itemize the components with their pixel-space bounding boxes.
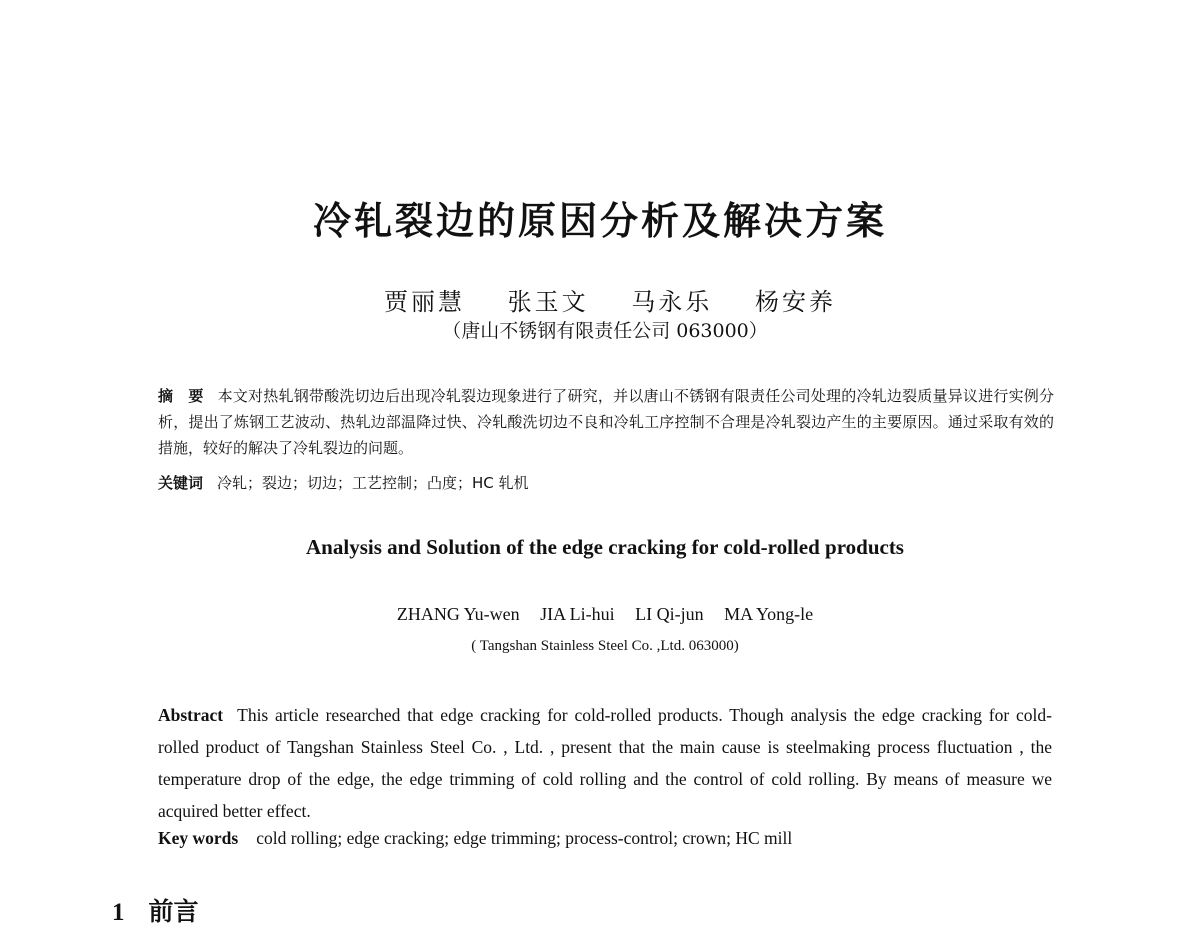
author-name: LI Qi-jun [635,604,704,624]
author-name: MA Yong-le [724,604,814,624]
affiliation-chinese: （唐山不锈钢有限责任公司 063000） [442,320,768,342]
author-name: 贾丽慧 [384,288,466,316]
keywords-label-chinese: 关键词 [158,474,204,492]
author-name: JIA Li-hui [540,604,615,624]
author-name: 马永乐 [631,288,713,316]
affiliation-english: ( Tangshan Stainless Steel Co. ,Ltd. 063000) [471,638,739,654]
keywords-chinese [158,472,1054,493]
author-list-chinese [0,282,1200,317]
abstract-text-english: This article researched that edge cracking for cold-rolled products. Though analysis the edge cracking for cold-rolled product of Tangshan Stainless Steel Co. , Ltd. , present that the main cause is steelmaking process fluctuation , the temperature drop of the edge, the edge trimming of cold rolling and the control of cold rolling. By means of measure we acquired better effect. [158,705,1052,821]
abstract-text-chinese: 本文对热轧钢带酸洗切边后出现冷轧裂边现象进行了研究，并以唐山不锈钢有限责任公司处理的冷轧边裂质量异议进行实例分析，提出了炼钢工艺波动、热轧边部温降过快、冷轧酸洗切边不良和冷轧工序控制不合理是冷轧裂边产生的主要原因。通过采取有效的措施，较好的解决了冷轧裂边的问题。 [158,387,1054,457]
section-heading [112,892,199,928]
keywords-text-english: cold rolling; edge cracking; edge trimming; process-control; crown; HC mill [256,828,793,848]
author-name: ZHANG Yu-wen [396,604,520,624]
keywords-label-english: Key words [158,828,239,848]
abstract-english [158,699,1052,827]
section-title: 前言 [148,897,199,926]
author-name: 张玉文 [507,288,589,316]
section-number: 1 [112,899,125,926]
author-list-english [0,604,1200,625]
abstract-label-chinese: 摘 要 [158,387,204,405]
paper-title-english: Analysis and Solution of the edge cracking for cold-rolled products [306,535,904,559]
paper-title-chinese: 冷轧裂边的原因分析及解决方案 [312,199,887,243]
author-name: 杨安养 [754,288,836,316]
keywords-english [158,828,1052,849]
keywords-text-chinese: 冷轧；裂边；切边；工艺控制；凸度；HC 轧机 [217,474,529,492]
abstract-chinese [158,383,1054,461]
abstract-label-english: Abstract [158,705,224,725]
